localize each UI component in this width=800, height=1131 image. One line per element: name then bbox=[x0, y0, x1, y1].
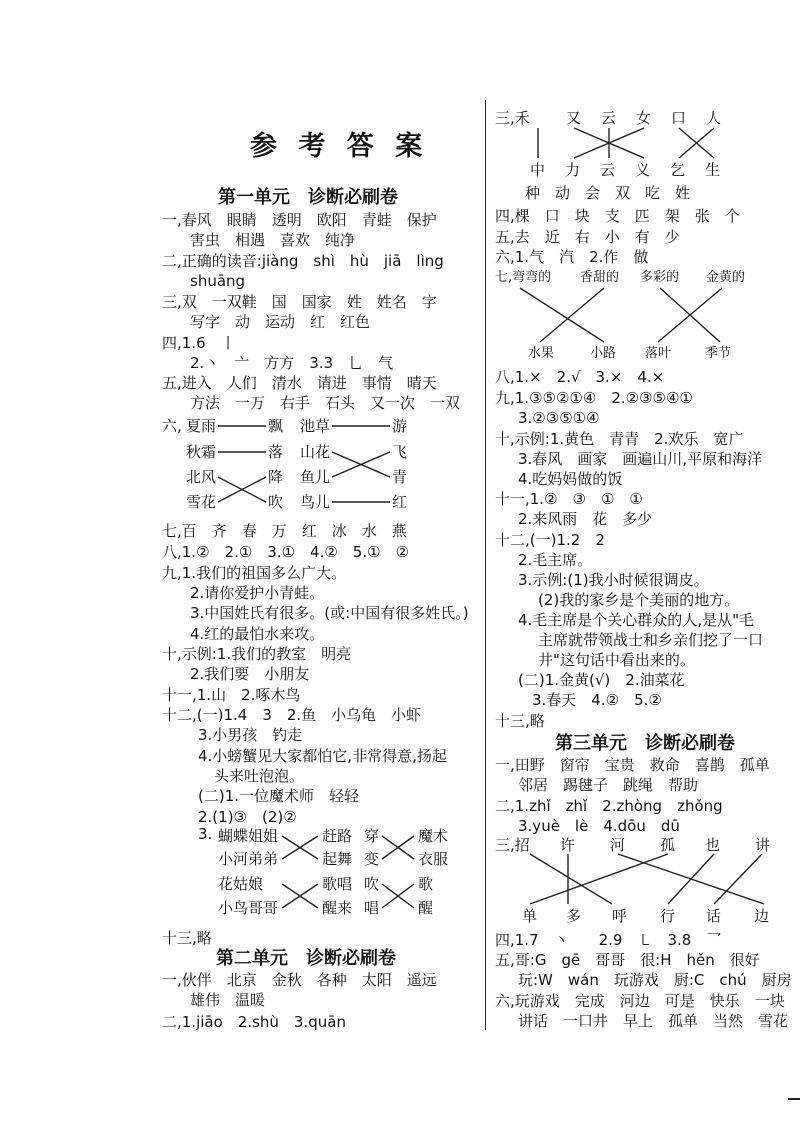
u3-q3-bot: 边 bbox=[754, 907, 770, 925]
r-q7-bot: 季节 bbox=[705, 346, 732, 361]
match-left-word: 北风 bbox=[186, 468, 217, 486]
match-line bbox=[660, 288, 720, 342]
unit1-q10-line1: 十,示例:1.我们的教室 明亮 bbox=[162, 645, 352, 663]
match-right-word: 山花 bbox=[300, 443, 331, 461]
r-q3-mid: 生 bbox=[705, 161, 721, 179]
r-q10-line2: 3.春风 画家 画遍山川,平原和海洋 bbox=[518, 450, 763, 468]
r-q12-line3: 3.示例:(1)我小时候很调皮。 bbox=[518, 571, 709, 589]
r-q11-line1: 十一,1.② ③ ① ① bbox=[495, 490, 643, 508]
r-q3-mid: 中 bbox=[530, 161, 546, 179]
u3-q6-line2: 讲话 一口井 早上 孤单 当然 雪花 bbox=[518, 1012, 789, 1030]
match-left-verb: 赶路 bbox=[322, 827, 353, 845]
r-q10-line3: 4.吃妈妈做的饭 bbox=[518, 470, 623, 488]
r-q3-mid: 云 bbox=[600, 161, 616, 179]
unit1-q5-line2: 方法 一万 右手 石头 又一次 一双 bbox=[190, 394, 461, 412]
match-left-word: 秋霜 bbox=[186, 443, 217, 461]
u3-q3-top: 讲 bbox=[755, 836, 771, 854]
match-left-word: 蝴蝶姐姐 bbox=[218, 827, 279, 845]
r-q12-line5: 4.毛主席是个关心群众的人,是从"毛 bbox=[518, 611, 754, 629]
unit1-q12-line3: 4.小螃蟹见大家都怕它,非常得意,扬起 bbox=[198, 747, 447, 765]
match-right-verb: 歌 bbox=[418, 875, 434, 893]
match-left-word: 夏雨 bbox=[186, 417, 217, 435]
match-line bbox=[382, 884, 414, 908]
u3-q5-line2: 玩:W wán 玩游戏 厨:C chú 厨房 bbox=[518, 971, 792, 989]
match-right-verb: 魔术 bbox=[418, 827, 449, 845]
u3-q3-top: 也 bbox=[705, 836, 721, 854]
match-line bbox=[679, 128, 714, 158]
r-q12-line1: 十二,(一)1.2 2 bbox=[495, 531, 605, 549]
u3-q3-bot: 话 bbox=[706, 907, 722, 925]
r-q10-line1: 十,示例:1.黄色 青青 2.欢乐 宽广 bbox=[495, 430, 744, 448]
match-left-word: 雪花 bbox=[186, 493, 217, 511]
unit1-q11: 十一,1.山 2.啄木鸟 bbox=[162, 686, 301, 704]
r-q12-line6: 主席就带领战士和乡亲们挖了一口 bbox=[538, 631, 764, 649]
unit1-q9-line4: 4.红的最怕水来攻。 bbox=[190, 625, 325, 643]
match-line bbox=[218, 477, 266, 502]
r-q3-mid: 义 bbox=[635, 161, 651, 179]
r-q12-line9: 3.春天 4.② 5.② bbox=[532, 691, 662, 709]
match-right-word: 池草 bbox=[300, 417, 331, 435]
match-line bbox=[382, 836, 414, 859]
unit1-q4-line1: 四,1.6 丨 bbox=[162, 334, 236, 352]
match-right-word: 唱 bbox=[364, 899, 380, 917]
match-right-verb: 青 bbox=[392, 468, 408, 486]
unit1-q12-line2: 3.小男孩 钓走 bbox=[198, 726, 303, 744]
match-line bbox=[530, 854, 612, 904]
r-q3-top: 云 bbox=[601, 109, 617, 127]
r-q13: 十三,略 bbox=[495, 712, 545, 730]
u3-q3-top: 三,招 bbox=[495, 836, 530, 854]
r-q7-bot: 小路 bbox=[590, 346, 617, 361]
unit1-q8: 八,1.② 2.① 3.① 4.② 5.① ② bbox=[162, 543, 410, 561]
match-line bbox=[540, 288, 604, 342]
match-line bbox=[530, 854, 668, 904]
match-right-verb: 游 bbox=[392, 417, 408, 435]
r-q9-line2: 3.②③⑤①④ bbox=[518, 409, 600, 427]
match-left-verb: 歌唱 bbox=[322, 875, 353, 893]
unit1-q10-line2: 2.我们要 小朋友 bbox=[190, 665, 310, 683]
match-left-word: 小鸟哥哥 bbox=[218, 899, 279, 917]
u3-q2-line2: 3.yuè lè 4.dōu dū bbox=[518, 817, 680, 835]
r-q7-bot: 落叶 bbox=[645, 346, 672, 361]
r-q7-bot: 水果 bbox=[528, 346, 555, 361]
u3-q3-bot: 多 bbox=[566, 907, 582, 925]
u3-q2-line1: 二,1.zhǐ zhǐ 2.zhòng zhǒng bbox=[495, 797, 723, 815]
r-q5: 五,去 近 右 小 有 少 bbox=[495, 228, 680, 246]
match-line bbox=[282, 836, 318, 859]
u3-q3-top: 孤 bbox=[660, 836, 676, 854]
unit1-q13: 十三,略 bbox=[162, 929, 212, 947]
match-line bbox=[218, 477, 266, 502]
page-corner-mark bbox=[788, 1098, 800, 1100]
match-left-word: 小河弟弟 bbox=[218, 850, 279, 868]
match-line bbox=[658, 288, 722, 342]
match-line bbox=[282, 836, 318, 859]
r-q7-top: 七,弯弯的 bbox=[495, 270, 552, 285]
u3-q3-bot: 单 bbox=[522, 907, 538, 925]
r-q3-mid: 乞 bbox=[670, 161, 686, 179]
u3-q1-line2: 邻居 踢毽子 跳绳 帮助 bbox=[518, 776, 699, 794]
unit1-q9-line2: 2.请你爱护小青蛙。 bbox=[190, 584, 325, 602]
match-right-verb: 红 bbox=[392, 493, 408, 511]
match-line bbox=[574, 128, 644, 158]
r-q12-line8: (二)1.金黄(√) 2.油菜花 bbox=[518, 671, 685, 689]
r-q7-top: 香甜的 bbox=[580, 270, 620, 285]
match-right-verb: 醒 bbox=[418, 899, 434, 917]
u3-q3-bot: 呼 bbox=[612, 907, 628, 925]
match-line bbox=[618, 854, 764, 904]
match-left-verb: 降 bbox=[268, 468, 284, 486]
match-right-verb: 衣服 bbox=[418, 850, 449, 868]
match-line bbox=[574, 128, 644, 158]
unit1-q2-line2: shuāng bbox=[190, 272, 246, 290]
unit2-q1-line2: 雄伟 温暖 bbox=[190, 991, 266, 1009]
r-q9-line1: 九,1.③⑤②①④ 2.②③⑤④① bbox=[495, 389, 693, 407]
match-left-verb: 落 bbox=[268, 443, 284, 461]
unit1-q1-line2: 害虫 相遇 喜欢 纯净 bbox=[190, 231, 356, 249]
r-q7-top: 金黄的 bbox=[706, 270, 746, 285]
unit1-q4-line2: 2.丶 亠 方方 3.3 乚 气 bbox=[190, 354, 394, 372]
r-q3-mid: 力 bbox=[565, 161, 581, 179]
r-q4: 四,棵 口 块 支 匹 架 张 个 bbox=[495, 207, 740, 225]
unit1-q12-line1: 十二,(一)1.4 3 2.鱼 小乌龟 小虾 bbox=[162, 706, 422, 724]
match-left-verb: 醒来 bbox=[322, 899, 353, 917]
match-line bbox=[679, 128, 714, 158]
r-q12-line4: (2)我的家乡是个美丽的地方。 bbox=[538, 591, 740, 609]
unit1-heading: 第一单元 诊断必刷卷 bbox=[218, 187, 398, 208]
r-q6: 六,1.气 汽 2.作 做 bbox=[495, 248, 649, 266]
page-title: 参 考 答 案 bbox=[250, 131, 429, 162]
match-right-verb: 飞 bbox=[392, 443, 408, 461]
unit1-q9-line1: 九,1.我们的祖国多么广大。 bbox=[162, 564, 347, 582]
unit1-q2-line1: 二,正确的读音:jiàng shì hù jiā lìng bbox=[162, 252, 444, 270]
match-line bbox=[382, 884, 414, 908]
match-line bbox=[282, 884, 318, 908]
unit1-q5-line1: 五,进入 人们 清水 请进 事情 晴天 bbox=[162, 374, 437, 392]
match-right-word: 鸟儿 bbox=[300, 493, 331, 511]
match-right-word: 变 bbox=[364, 850, 380, 868]
unit1-q7: 七,百 齐 春 万 红 冰 水 燕 bbox=[162, 522, 407, 540]
unit2-q2: 二,1.jiāo 2.shù 3.quān bbox=[162, 1013, 346, 1031]
r-q3-top: 女 bbox=[636, 109, 652, 127]
unit1-q3-line2: 写字 动 运动 红 红色 bbox=[190, 313, 371, 331]
r-q3-top: 口 bbox=[671, 109, 687, 127]
r-q3-top: 三,禾 bbox=[495, 109, 530, 127]
r-q11-line2: 2.来风雨 花 多少 bbox=[518, 510, 653, 528]
u3-q6-line1: 六,玩游戏 完成 河边 可是 快乐 一块 bbox=[495, 992, 785, 1010]
unit1-q12-line6: 2.(1)③ (2)② bbox=[198, 808, 297, 826]
match-line bbox=[332, 452, 390, 477]
match-left-verb: 飘 bbox=[268, 417, 284, 435]
unit1-q9-line3: 3.中国姓氏有很多。(或:中国有很多姓氏。) bbox=[190, 604, 469, 622]
r-q3-bot: 种 动 会 双 吃 姓 bbox=[525, 184, 691, 202]
u3-q3-bot: 行 bbox=[660, 907, 676, 925]
match-line bbox=[382, 836, 414, 859]
r-q3-top: 又 bbox=[566, 109, 582, 127]
u3-q4: 四,1.7 丶 2.9 ㇄ 3.8 乛 bbox=[495, 931, 722, 949]
r-q8: 八,1.× 2.√ 3.× 4.× bbox=[495, 368, 665, 386]
match-right-word: 鱼儿 bbox=[300, 468, 331, 486]
u3-q5-line1: 五,哥:G gē 哥哥 很:H hěn 很好 bbox=[495, 951, 760, 969]
unit1-q12-line7-num: 3. bbox=[198, 825, 213, 843]
r-q12-line2: 2.毛主席。 bbox=[518, 551, 593, 569]
unit1-q12-line4: 头来吐泡泡。 bbox=[214, 767, 305, 785]
u3-q3-top: 河 bbox=[610, 836, 626, 854]
unit2-heading: 第二单元 诊断必刷卷 bbox=[216, 948, 396, 969]
r-q3-top: 人 bbox=[706, 109, 722, 127]
match-line bbox=[282, 884, 318, 908]
match-line bbox=[332, 452, 390, 477]
match-right-word: 吹 bbox=[364, 875, 380, 893]
unit2-q1-line1: 一,伙伴 北京 金秋 各种 太阳 遥远 bbox=[162, 971, 437, 989]
r-q7-top: 多彩的 bbox=[640, 270, 680, 285]
match-left-word: 花姑娘 bbox=[218, 875, 264, 893]
match-line bbox=[520, 288, 604, 342]
match-line bbox=[714, 854, 762, 904]
unit1-q3-line1: 三,双 一双鞋 国 国家 姓 姓名 字 bbox=[162, 293, 437, 311]
unit3-heading: 第三单元 诊断必刷卷 bbox=[555, 733, 735, 754]
unit1-q1-line1: 一,春风 眼睛 透明 欧阳 青蛙 保护 bbox=[162, 211, 437, 229]
match-line bbox=[668, 854, 714, 904]
match-right-word: 穿 bbox=[364, 827, 380, 845]
column-divider bbox=[485, 100, 486, 1030]
r-q12-line7: 井"这句话中看出来的。 bbox=[538, 651, 695, 669]
u3-q1-line1: 一,田野 窗帘 宝贵 救命 喜鹊 孤单 bbox=[495, 756, 770, 774]
u3-q3-top: 许 bbox=[560, 836, 576, 854]
unit1-q12-line5: (二)1.一位魔术师 轻轻 bbox=[198, 787, 360, 805]
match-left-verb: 吹 bbox=[268, 493, 284, 511]
match-left-verb: 起舞 bbox=[322, 850, 353, 868]
unit1-q6-label: 六, bbox=[162, 417, 182, 435]
